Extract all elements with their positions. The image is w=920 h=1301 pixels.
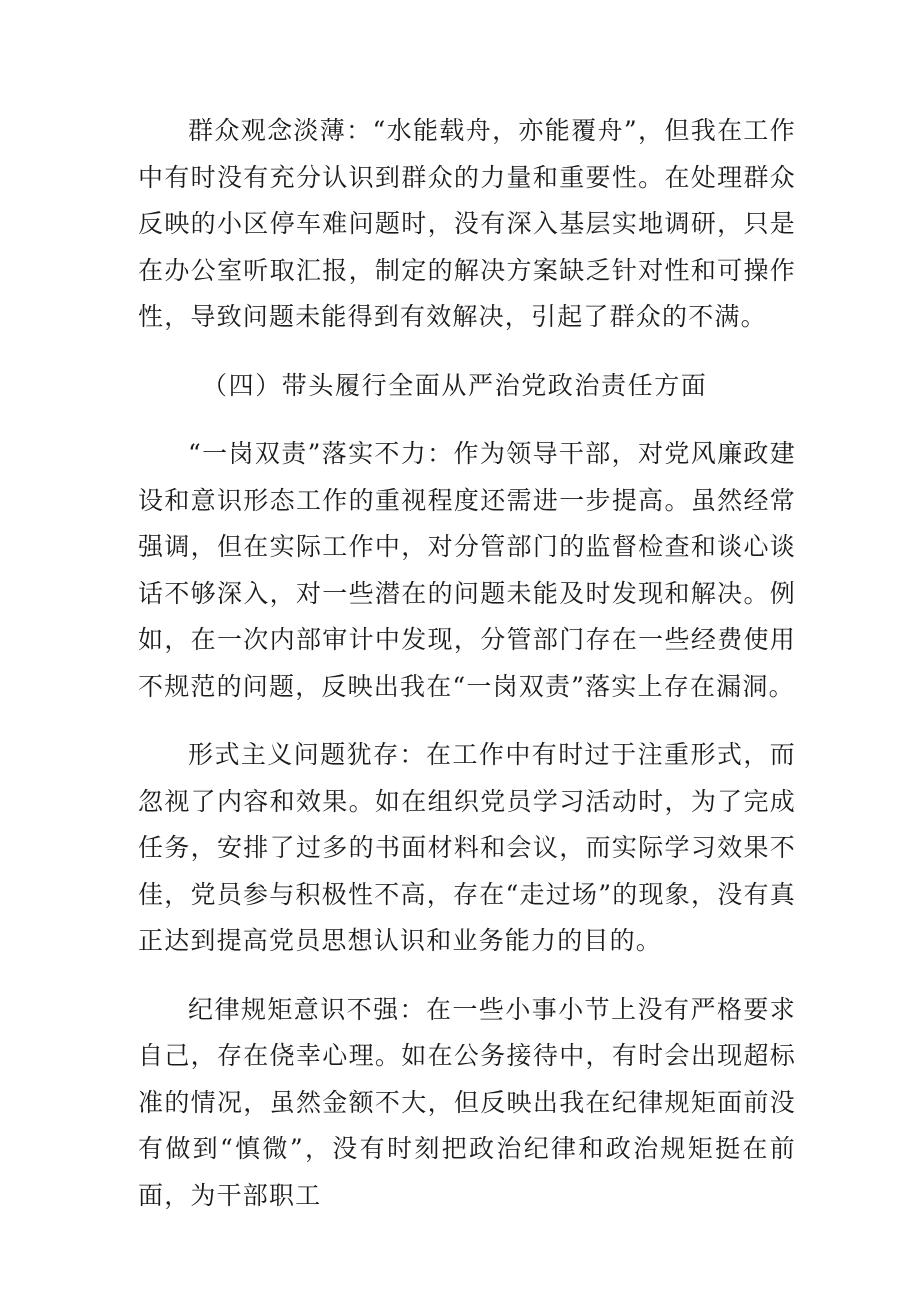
paragraph-mass-awareness: 群众观念淡薄：“水能载舟，亦能覆舟”，但我在工作中有时没有充分认识到群众的力量和重要性。在处理群众反映的小区停车难问题时，没有深入基层实地调研，只是在办公室听取汇报，制定的解决方案缺乏针对性和可操作性，导致问题未能得到有效解决，引起了群众的不满。 xyxy=(138,116,796,331)
section-heading-four: （四）带头履行全面从严治党政治责任方面 xyxy=(202,370,708,400)
paragraph-formalism: 形式主义问题犹存：在工作中有时过于注重形式，而忽视了内容和效果。如在组织党员学习活动时，为了完成任务，安排了过多的书面材料和会议，而实际学习效果不佳，党员参与积极性不高，存在“走过场”的现象，没有真正达到提高党员思想认识和业务能力的目的。 xyxy=(138,740,796,955)
document-body xyxy=(138,108,796,1219)
paragraph-dual-responsibility: “一岗双责”落实不力：作为领导干部，对党风廉政建设和意识形态工作的重视程度还需进一步提高。虽然经常强调，但在实际工作中，对分管部门的监督检查和谈心谈话不够深入，对一些潜在的问题未能及时发现和解决。例如，在一次内部审计中发现，分管部门存在一些经费使用不规范的问题，反映出我在“一岗双责”落实上存在漏洞。 xyxy=(138,439,796,701)
paragraph-discipline: 纪律规矩意识不强：在一些小事小节上没有严格要求自己，存在侥幸心理。如在公务接待中，有时会出现超标准的情况，虽然金额不大，但反映出我在纪律规矩面前没有做到“慎微”，没有时刻把政治纪律和政治规矩挺在前面，为干部职工 xyxy=(138,994,796,1210)
